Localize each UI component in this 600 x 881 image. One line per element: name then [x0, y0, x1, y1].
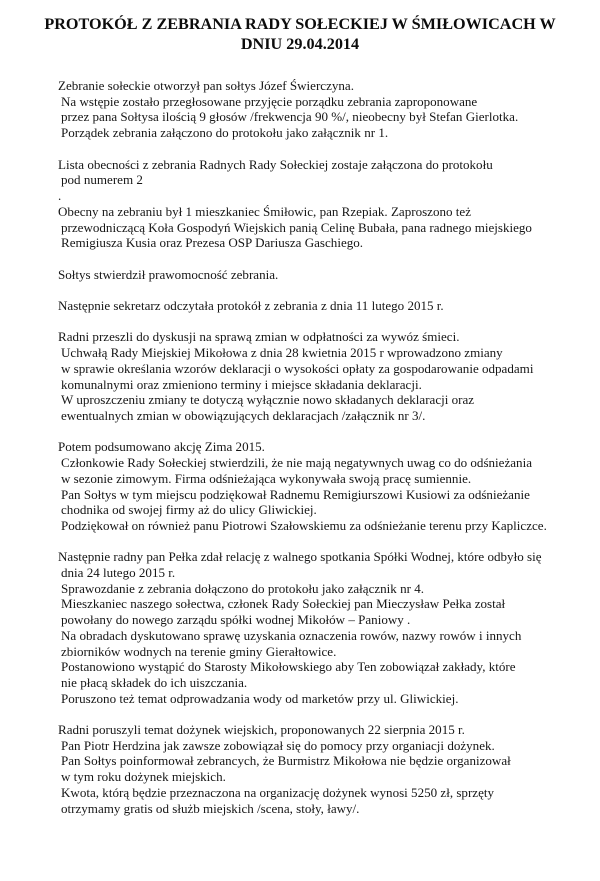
paragraph	[58, 78, 598, 141]
paragraph-line: Poruszono też temat odprowadzania wody od marketów przy ul. Gliwickiej.	[61, 690, 459, 706]
paragraph-gap	[58, 534, 598, 550]
document-body	[58, 78, 598, 816]
paragraph-line: W uproszczeniu zmiany te dotyczą wyłącznie nowo składanych deklaracji oraz	[61, 392, 475, 408]
paragraph-line: dnia 24 lutego 2015 r.	[61, 565, 176, 580]
paragraph-line: pod numerem 2	[61, 172, 143, 188]
paragraph-line: Sołtys stwierdził prawomocność zebrania.	[58, 266, 279, 282]
paragraph-gap	[58, 141, 598, 157]
paragraph-gap	[58, 314, 598, 330]
paragraph-line: przez pana Sołtysa ilością 9 głosów /frekwencja 90 %/, nieobecny był Stefan Gierlotka.	[61, 109, 519, 125]
paragraph-line: Postanowiono wystąpić do Starosty Mikołowskiego aby Ten zobowiązał zakłady, które	[61, 659, 516, 675]
paragraph-line: Sprawozdanie z zebrania dołączono do protokołu jako załącznik nr 4.	[61, 580, 424, 596]
paragraph-line: Pan Piotr Herdzina jak zawsze zobowiązał się do pomocy przy organiacji dożynek.	[61, 737, 495, 753]
paragraph-gap	[58, 706, 598, 722]
paragraph-line: Zebranie sołeckie otworzył pan sołtys Józef Świerczyna.	[58, 78, 354, 93]
paragraph-line: Pan Sołtys w tym miejscu podziękował Radnemu Remigiurszowi Kusiowi za odśnieżanie	[61, 486, 530, 502]
paragraph-gap	[58, 424, 598, 440]
paragraph-gap	[58, 282, 598, 298]
title-line-1: PROTOKÓŁ Z ZEBRANIA RADY SOŁECKIEJ W ŚMIŁOWICACH W	[44, 15, 556, 33]
paragraph-line: Następnie sekretarz odczytała protokół z zebrania z dnia 11 lutego 2015 r.	[58, 298, 444, 314]
paragraph-line: Członkowie Rady Sołeckiej stwierdzili, że nie mają negatywnych uwag co do odśnieżania	[61, 455, 532, 471]
paragraph-line: otrzymamy gratis od służb miejskich /scena, stoły, ławy/.	[61, 800, 360, 816]
paragraph	[58, 549, 598, 706]
paragraph-gap	[58, 251, 598, 267]
paragraph-line: Obecny na zebraniu był 1 mieszkaniec Śmiłowic, pan Rzepiak. Zaproszono też	[58, 203, 472, 219]
paragraph-line: Kwota, którą będzie przeznaczona na organizację dożynek wynosi 5250 zł, sprzęty	[61, 784, 495, 800]
paragraph-line: Radni przeszli do dyskusji na sprawą zmian w odpłatności za wywóz śmieci.	[58, 329, 460, 345]
paragraph	[58, 298, 598, 314]
paragraph-line: nie płacą składek do ich uiszczania.	[61, 674, 248, 690]
paragraph-line: chodnika od swojej firmy aż do ulicy Gliwickiej.	[61, 502, 317, 518]
paragraph-line: Porządek zebrania załączono do protokołu jako załącznik nr 1.	[61, 125, 389, 141]
paragraph-line: Potem podsumowano akcję Zima 2015.	[58, 439, 265, 455]
paragraph-line: zbiorników wodnych na terenie gminy Gierałtowice.	[61, 643, 337, 659]
paragraph	[58, 204, 598, 251]
paragraph-line: komunalnymi oraz zmieniono terminy i miejsce składania deklaracji.	[61, 376, 422, 392]
title-line-2: DNIU 29.04.2014	[240, 35, 360, 53]
paragraph-line: w sezonie zimowym. Firma odśnieżająca wykonywała swoją pracę sumiennie.	[61, 470, 472, 486]
paragraph-line: Następnie radny pan Pełka zdał relację z walnego spotkania Spółki Wodnej, które odbyło się	[58, 549, 542, 565]
paragraph	[58, 157, 598, 188]
paragraph	[58, 722, 598, 816]
paragraph-line: Na wstępie zostało przegłosowane przyjęcie porządku zebrania zaproponowane	[61, 93, 478, 109]
paragraph	[58, 329, 598, 423]
paragraph-line: Radni poruszyli temat dożynek wiejskich, proponowanych 22 sierpnia 2015 r.	[58, 722, 465, 738]
paragraph-line: w sprawie określania wzorów deklaracji o wysokości opłaty za gospodarowanie odpadami	[61, 360, 534, 376]
paragraph-line: Pan Sołtys poinformował zebrancych, że Burmistrz Mikołowa nie będzie organizował	[61, 753, 511, 769]
paragraph-line: Lista obecności z zebrania Radnych Rady Sołeckiej zostaje załączona do protokołu	[58, 156, 493, 172]
paragraph-line: Na obradach dyskutowano sprawę uzyskania oznaczenia rowów, nazwy rowów i innych	[61, 627, 522, 643]
paragraph	[58, 439, 598, 533]
paragraph-line: ewentualnych zmian w obowiązujących deklaracjach /załącznik nr 3/.	[61, 408, 426, 423]
paragraph-line: w tym roku dożynek miejskich.	[61, 769, 226, 785]
paragraph	[58, 187, 598, 203]
paragraph-line: przewodniczącą Koła Gospodyń Wiejskich panią Celinę Bubała, pana radnego miejskiego	[61, 219, 532, 235]
paragraph-line: .	[58, 187, 62, 203]
paragraph-line: Podziękował on również panu Piotrowi Szałowskiemu za odśnieżanie terenu przy Kapliczce.	[61, 517, 547, 533]
paragraph-line: Mieszkaniec naszego sołectwa, członek Rady Sołeckiej pan Mieczysław Pełka został	[61, 596, 506, 612]
paragraph-line: Uchwałą Rady Miejskiej Mikołowa z dnia 28 kwietnia 2015 r wprowadzono zmiany	[61, 345, 503, 361]
paragraph-line: Remigiusza Kusia oraz Prezesa OSP Dariusza Gaschiego.	[61, 235, 364, 251]
document-title	[0, 14, 600, 54]
paragraph	[58, 267, 598, 283]
paragraph-line: powołany do nowego zarządu spółki wodnej Mikołów – Paniowy .	[61, 612, 411, 628]
